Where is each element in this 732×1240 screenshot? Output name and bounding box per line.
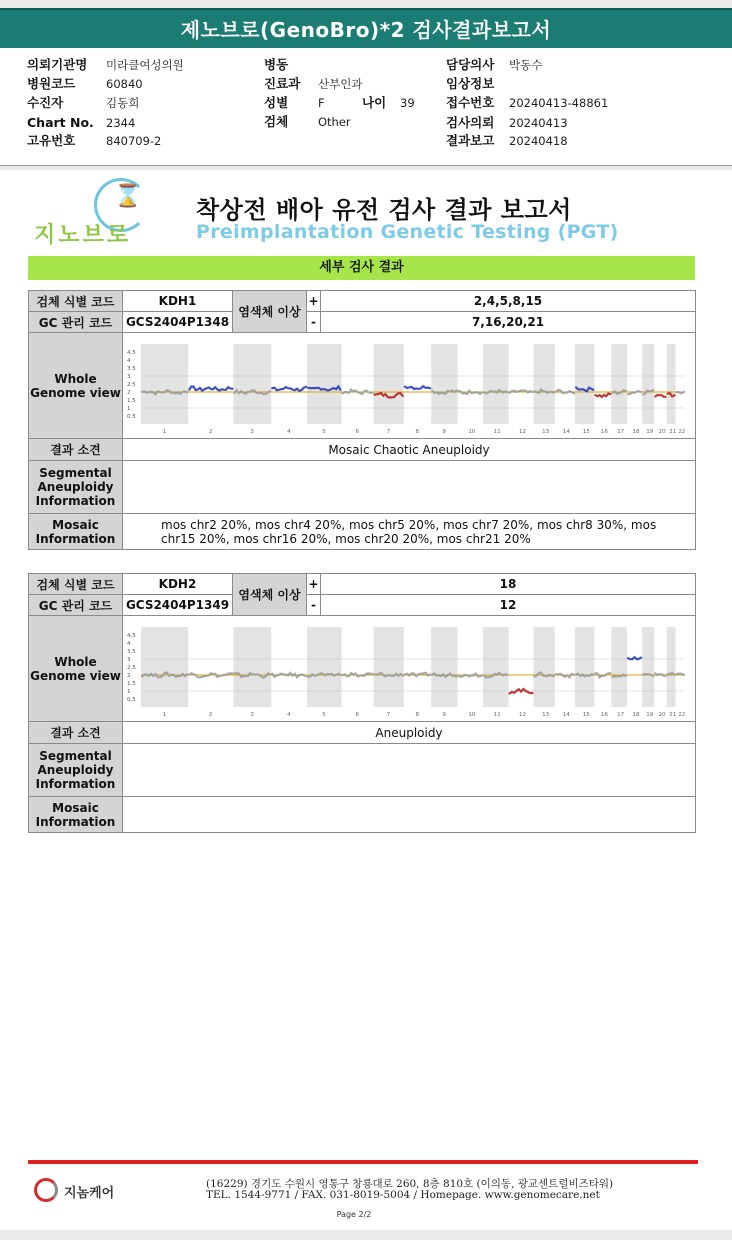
- hospital-code-label: 병원코드: [27, 76, 76, 91]
- y-tick-label: 3.5: [127, 648, 136, 655]
- loss-chromosomes: 7,16,20,21: [321, 312, 696, 333]
- institution-value: 미라클여성의원: [106, 58, 184, 72]
- chromosome-band: [534, 344, 555, 424]
- sex-label: 성별: [264, 95, 289, 110]
- chromosome-label: 5: [322, 428, 326, 435]
- genome-plot-cell: [123, 333, 696, 439]
- receipt-no-label: 접수번호: [446, 95, 495, 110]
- segmental-label: Segmental Aneuploidy Information: [29, 461, 123, 514]
- y-tick-label: 2.5: [127, 381, 136, 388]
- doctor-value: 박동수: [509, 58, 543, 72]
- chromosome-band: [483, 627, 508, 707]
- request-date-label: 검사의뢰: [446, 115, 495, 130]
- chromosome-band: [575, 344, 594, 424]
- chromosome-band: [642, 627, 654, 707]
- logo-text: 지노브로: [34, 223, 132, 248]
- gc-code-value: GCS2404P1349: [123, 595, 233, 616]
- chromosome-band: [431, 627, 457, 707]
- sex-value: F: [318, 96, 325, 110]
- y-tick-label: 0.5: [127, 696, 136, 703]
- specimen-id-label: 검체 식별 코드: [29, 574, 123, 595]
- chromosome-band: [611, 344, 627, 424]
- chart-no-label: Chart No.: [27, 115, 94, 130]
- finding-value: Mosaic Chaotic Aneuploidy: [123, 439, 696, 461]
- chromosome-label: 12: [519, 428, 527, 435]
- chromosome-label: 21: [669, 711, 677, 718]
- y-tick-label: 3: [127, 373, 131, 380]
- section-header: 세부 검사 결과: [28, 256, 695, 280]
- footer-logo-text: 지놈케어: [64, 1186, 115, 1201]
- chromosome-band: [233, 627, 271, 707]
- mosaic-label: Mosaic Information: [29, 797, 123, 833]
- genome-view-label: Whole Genome view: [29, 616, 123, 722]
- mosaic-label: Mosaic Information: [29, 514, 123, 550]
- genome-plot-cell: [123, 616, 696, 722]
- copy-number-segment-chr2: [189, 386, 232, 390]
- hospital-code-value: 60840: [106, 77, 143, 91]
- examinee-value: 김동희: [106, 96, 140, 110]
- chromosome-band: [431, 344, 457, 424]
- report-date-label: 결과보고: [446, 133, 495, 148]
- chromosome-label: 9: [442, 428, 446, 435]
- y-tick-label: 3.5: [127, 365, 136, 372]
- chromosome-label: 5: [322, 711, 326, 718]
- chromosome-label: 3: [250, 711, 254, 718]
- chromosome-band: [141, 627, 188, 707]
- chromosome-label: 17: [617, 428, 625, 435]
- chromosome-label: 4: [287, 711, 291, 718]
- specimen-id-label: 검체 식별 코드: [29, 291, 123, 312]
- chromosome-label: 2: [208, 711, 213, 718]
- y-tick-label: 4: [127, 357, 131, 364]
- chromosome-label: 14: [562, 428, 570, 435]
- chromosome-label: 7: [386, 428, 391, 435]
- patient-info-panel: [0, 48, 732, 166]
- y-tick-label: 2: [127, 672, 131, 679]
- y-tick-label: 4.5: [127, 349, 136, 356]
- loss-sign: -: [307, 595, 321, 616]
- y-tick-label: 3: [127, 656, 131, 663]
- chromosome-label: 10: [468, 711, 476, 718]
- copy-number-segment-chr10: [459, 390, 483, 393]
- copy-number-segment-chr16: [595, 393, 610, 396]
- chromosome-label: 15: [582, 428, 590, 435]
- chromosome-label: 1: [162, 711, 167, 718]
- chromosome-band: [233, 344, 271, 424]
- finding-label: 결과 소견: [29, 439, 123, 461]
- chromosome-label: 8: [415, 711, 419, 718]
- y-tick-label: 2: [127, 389, 131, 396]
- chromosome-label: 18: [632, 428, 640, 435]
- gain-sign: +: [307, 291, 321, 312]
- specimen-label: 검체: [264, 114, 289, 129]
- institution-label: 의뢰기관명: [27, 57, 88, 72]
- chromosome-band: [575, 627, 594, 707]
- genome-view-label: Whole Genome view: [29, 333, 123, 439]
- examinee-label: 수진자: [27, 95, 64, 110]
- copy-number-segment-chr4: [272, 386, 306, 390]
- doctor-label: 담당의사: [446, 57, 495, 72]
- chromosome-label: 7: [386, 711, 391, 718]
- y-tick-label: 1: [127, 405, 131, 412]
- report-date-value: 20240418: [509, 134, 568, 148]
- y-tick-label: 4.5: [127, 632, 136, 639]
- chromosome-label: 2: [208, 428, 213, 435]
- chromosome-band: [611, 627, 627, 707]
- chromosome-label: 20: [658, 428, 666, 435]
- footer-address: (16229) 경기도 수원시 영통구 창룡대로 260, 8층 810호 (이의동, 광교센트럴비즈타워): [206, 1178, 614, 1190]
- genome-copy-number-plot: [123, 617, 695, 721]
- age-value: 39: [400, 96, 415, 110]
- y-tick-label: 1.5: [127, 680, 136, 687]
- chromosome-band: [534, 627, 555, 707]
- gain-chromosomes: 18: [321, 574, 696, 595]
- ward-label: 병동: [264, 57, 289, 72]
- hourglass-icon: ⌛: [114, 184, 142, 209]
- specimen-value: Other: [318, 115, 351, 129]
- chromosome-label: 22: [678, 711, 686, 718]
- chromosome-band: [307, 627, 341, 707]
- specimen-id-value: KDH2: [123, 574, 233, 595]
- copy-number-segment-chr6: [343, 389, 373, 394]
- gain-chromosomes: 2,4,5,8,15: [321, 291, 696, 312]
- specimen-table-2: [28, 573, 696, 833]
- report-subtitle: Preimplantation Genetic Testing (PGT): [196, 221, 619, 243]
- y-tick-label: 0.5: [127, 413, 136, 420]
- copy-number-segment-chr22: [677, 391, 684, 392]
- chromosome-band: [374, 344, 404, 424]
- mosaic-value: [123, 797, 696, 833]
- copy-number-segment-chr8: [405, 672, 430, 676]
- chromosome-band: [642, 344, 654, 424]
- report-title: 착상전 배아 유전 검사 결과 보고서: [196, 196, 572, 224]
- loss-sign: -: [307, 312, 321, 333]
- genobro-logo: [28, 176, 158, 246]
- y-tick-label: 4: [127, 640, 131, 647]
- chromosome-band: [667, 344, 676, 424]
- chromosome-band: [307, 344, 341, 424]
- footer-contact: TEL. 1544-9771 / FAX. 031-8019-5004 / Homepage. www.genomecare.net: [206, 1189, 600, 1201]
- segmental-value: [123, 744, 696, 797]
- page-number: Page 2/2: [336, 1210, 372, 1219]
- chromosome-label: 14: [562, 711, 570, 718]
- gain-sign: +: [307, 574, 321, 595]
- copy-number-segment-chr14: [556, 673, 574, 676]
- chrom-abn-label: 염색체 이상: [233, 574, 307, 616]
- chromosome-label: 16: [600, 711, 608, 718]
- y-tick-label: 1: [127, 688, 131, 695]
- chromosome-label: 11: [493, 711, 501, 718]
- chromosome-label: 10: [468, 428, 476, 435]
- chromosome-band: [483, 344, 508, 424]
- chromosome-label: 3: [250, 428, 254, 435]
- segmental-label: Segmental Aneuploidy Information: [29, 744, 123, 797]
- receipt-no-value: 20240413-48861: [509, 96, 609, 110]
- chromosome-label: 12: [519, 711, 527, 718]
- report-header-band: [0, 8, 732, 48]
- genome-copy-number-plot: [123, 334, 695, 438]
- footer-rule: [28, 1160, 698, 1164]
- chromosome-label: 9: [442, 711, 446, 718]
- chromosome-label: 8: [415, 428, 419, 435]
- finding-value: Aneuploidy: [123, 722, 696, 744]
- unique-no-label: 고유번호: [27, 133, 76, 148]
- specimen-table-1: [28, 290, 696, 550]
- chromosome-label: 21: [669, 428, 677, 435]
- chromosome-label: 6: [355, 428, 360, 435]
- genomecare-logo-icon: [34, 1178, 58, 1202]
- chromosome-label: 4: [287, 428, 291, 435]
- chrom-abn-label: 염색체 이상: [233, 291, 307, 333]
- chromosome-band: [667, 627, 676, 707]
- age-label: 나이: [362, 95, 387, 110]
- copy-number-segment-chr4: [272, 672, 306, 677]
- clinical-info-label: 임상정보: [446, 76, 495, 91]
- chromosome-label: 1: [162, 428, 167, 435]
- segmental-value: [123, 461, 696, 514]
- copy-number-segment-chr8: [405, 386, 430, 389]
- finding-label: 결과 소견: [29, 722, 123, 744]
- chromosome-band: [374, 627, 404, 707]
- gc-code-label: GC 관리 코드: [29, 312, 123, 333]
- chromosome-label: 19: [646, 711, 654, 718]
- chromosome-label: 20: [658, 711, 666, 718]
- unique-no-value: 840709-2: [106, 134, 162, 148]
- chromosome-label: 22: [678, 428, 686, 435]
- gc-code-value: GCS2404P1348: [123, 312, 233, 333]
- chromosome-label: 19: [646, 428, 654, 435]
- gc-code-label: GC 관리 코드: [29, 595, 123, 616]
- chromosome-band: [141, 344, 188, 424]
- chromosome-label: 18: [632, 711, 640, 718]
- y-tick-label: 2.5: [127, 664, 136, 671]
- chromosome-label: 17: [617, 711, 625, 718]
- chromosome-label: 13: [542, 711, 550, 718]
- chromosome-label: 15: [582, 711, 590, 718]
- chromosome-label: 11: [493, 428, 501, 435]
- department-value: 산부인과: [318, 77, 363, 91]
- chromosome-label: 16: [600, 428, 608, 435]
- request-date-value: 20240413: [509, 116, 568, 130]
- copy-number-segment-chr21: [668, 672, 675, 674]
- chromosome-label: 6: [355, 711, 360, 718]
- copy-number-segment-chr20: [655, 394, 665, 396]
- y-tick-label: 1.5: [127, 397, 136, 404]
- report-header-title: 제노브로(GenoBro)*2 검사결과보고서: [180, 18, 552, 42]
- department-label: 진료과: [264, 76, 301, 91]
- loss-chromosomes: 12: [321, 595, 696, 616]
- chart-no-value: 2344: [106, 116, 136, 130]
- copy-number-segment-chr22: [677, 673, 684, 674]
- specimen-id-value: KDH1: [123, 291, 233, 312]
- chromosome-label: 13: [542, 428, 550, 435]
- mosaic-value: mos chr2 20%, mos chr4 20%, mos chr5 20%, mos chr7 20%, mos chr8 30%, mos chr15 20%, mos chr16 20%, mos chr20 20%, mos chr21 20%: [123, 514, 696, 550]
